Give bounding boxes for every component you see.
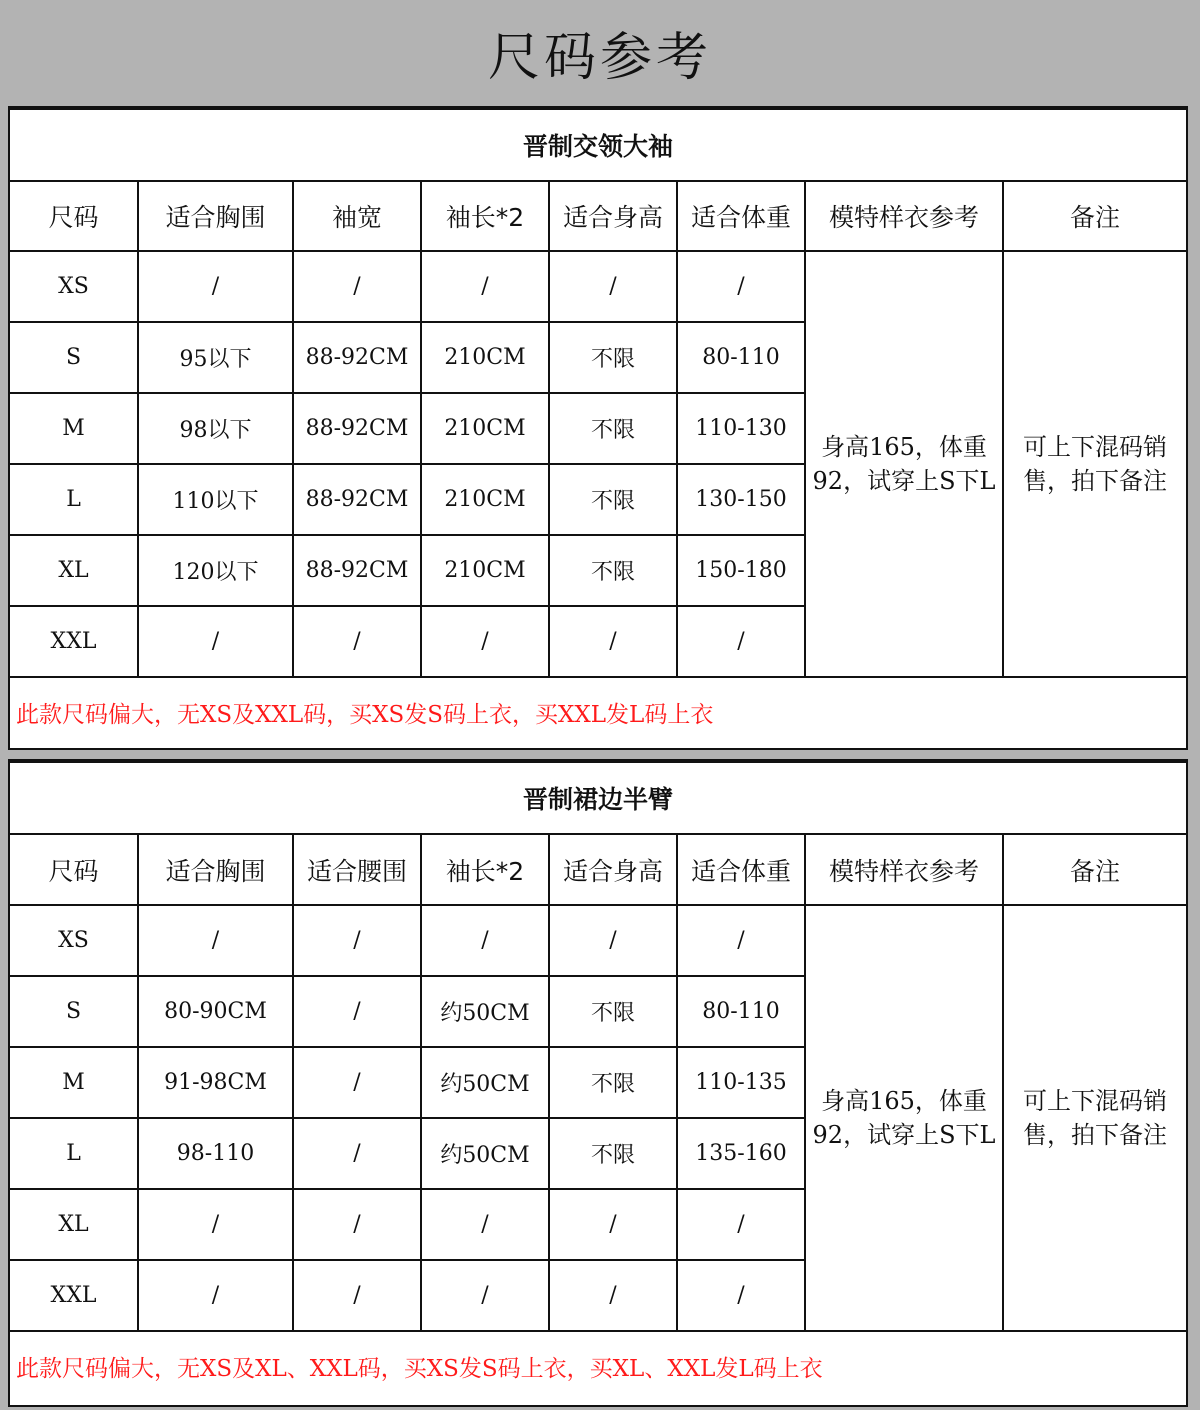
table-cell: 约50CM: [421, 976, 549, 1047]
size-cell: S: [10, 322, 138, 393]
header-row: [10, 181, 1186, 251]
table-cell: /: [677, 1260, 805, 1331]
table-cell: 不限: [549, 976, 677, 1047]
size-cell: L: [10, 464, 138, 535]
table-cell: /: [421, 251, 549, 322]
table-row: [10, 905, 1186, 976]
note-row: [10, 1331, 1186, 1401]
size-table: [10, 108, 1186, 747]
table-cell: 不限: [549, 322, 677, 393]
model-reference: 身高165，体重92，试穿上S下L: [805, 905, 1003, 1331]
table-cell: /: [293, 251, 421, 322]
table-cell: 88-92CM: [293, 464, 421, 535]
table-cell: 210CM: [421, 535, 549, 606]
table-cell: /: [293, 606, 421, 677]
table-cell: 91-98CM: [138, 1047, 293, 1118]
note-row: [10, 677, 1186, 747]
column-header: 备注: [1003, 181, 1186, 251]
table-cell: /: [293, 1260, 421, 1331]
table-title-row: [10, 109, 1186, 181]
table-cell: 135-160: [677, 1118, 805, 1189]
table-cell: /: [549, 1260, 677, 1331]
size-note: 此款尺码偏大，无XS及XL、XXL码，买XS发S码上衣，买XL、XXL发L码上衣: [10, 1331, 1186, 1401]
table-cell: 不限: [549, 535, 677, 606]
table-cell: 130-150: [677, 464, 805, 535]
size-cell: S: [10, 976, 138, 1047]
table-cell: 不限: [549, 393, 677, 464]
table-cell: 约50CM: [421, 1118, 549, 1189]
column-header: 袖长*2: [421, 181, 549, 251]
table-cell: 约50CM: [421, 1047, 549, 1118]
column-header: 适合身高: [549, 181, 677, 251]
column-header: 模特样衣参考: [805, 834, 1003, 905]
table-cell: /: [293, 1118, 421, 1189]
table-cell: 95以下: [138, 322, 293, 393]
table-cell: /: [138, 606, 293, 677]
table-cell: 80-110: [677, 322, 805, 393]
table-title-row: [10, 762, 1186, 834]
column-header: 适合胸围: [138, 834, 293, 905]
size-table: [10, 761, 1186, 1401]
size-cell: M: [10, 1047, 138, 1118]
table-cell: 210CM: [421, 322, 549, 393]
size-cell: XL: [10, 1189, 138, 1260]
table-cell: 80-110: [677, 976, 805, 1047]
table-cell: 98-110: [138, 1118, 293, 1189]
table-row: [10, 251, 1186, 322]
size-note: 此款尺码偏大，无XS及XXL码，买XS发S码上衣，买XXL发L码上衣: [10, 677, 1186, 747]
table-cell: /: [421, 606, 549, 677]
table-cell: 不限: [549, 1047, 677, 1118]
table-title: 晋制裙边半臂: [10, 762, 1186, 834]
column-header: 适合身高: [549, 834, 677, 905]
size-table-panel-1: [8, 106, 1188, 750]
size-cell: XS: [10, 905, 138, 976]
table-title: 晋制交领大袖: [10, 109, 1186, 181]
header-row: [10, 834, 1186, 905]
column-header: 尺码: [10, 834, 138, 905]
size-cell: XS: [10, 251, 138, 322]
table-cell: /: [293, 1189, 421, 1260]
table-cell: 98以下: [138, 393, 293, 464]
size-cell: XXL: [10, 606, 138, 677]
table-cell: 80-90CM: [138, 976, 293, 1047]
size-cell: XL: [10, 535, 138, 606]
remark: 可上下混码销售，拍下备注: [1003, 905, 1186, 1331]
page-title: 尺码参考: [487, 27, 712, 88]
table-cell: /: [677, 251, 805, 322]
table-cell: 210CM: [421, 393, 549, 464]
table-cell: 110-130: [677, 393, 805, 464]
table-cell: /: [138, 905, 293, 976]
table-cell: /: [549, 251, 677, 322]
table-cell: /: [293, 905, 421, 976]
table-cell: /: [421, 1260, 549, 1331]
size-cell: XXL: [10, 1260, 138, 1331]
column-header: 备注: [1003, 834, 1186, 905]
column-header: 适合体重: [677, 181, 805, 251]
table-cell: 110-135: [677, 1047, 805, 1118]
remark: 可上下混码销售，拍下备注: [1003, 251, 1186, 677]
table-cell: 不限: [549, 1118, 677, 1189]
table-cell: 不限: [549, 464, 677, 535]
table-cell: /: [677, 905, 805, 976]
table-cell: /: [421, 905, 549, 976]
model-reference: 身高165，体重92，试穿上S下L: [805, 251, 1003, 677]
table-cell: 150-180: [677, 535, 805, 606]
table-cell: /: [677, 1189, 805, 1260]
table-cell: 88-92CM: [293, 322, 421, 393]
table-cell: 120以下: [138, 535, 293, 606]
column-header: 适合体重: [677, 834, 805, 905]
column-header: 模特样衣参考: [805, 181, 1003, 251]
table-cell: /: [549, 1189, 677, 1260]
table-cell: /: [549, 606, 677, 677]
column-header: 尺码: [10, 181, 138, 251]
table-cell: /: [138, 1260, 293, 1331]
size-cell: M: [10, 393, 138, 464]
table-cell: /: [138, 1189, 293, 1260]
column-header: 袖宽: [293, 181, 421, 251]
table-cell: 88-92CM: [293, 535, 421, 606]
column-header: 袖长*2: [421, 834, 549, 905]
column-header: 适合腰围: [293, 834, 421, 905]
size-cell: L: [10, 1118, 138, 1189]
table-cell: /: [421, 1189, 549, 1260]
table-cell: 210CM: [421, 464, 549, 535]
table-cell: 110以下: [138, 464, 293, 535]
table-cell: /: [293, 976, 421, 1047]
table-cell: 88-92CM: [293, 393, 421, 464]
table-cell: /: [138, 251, 293, 322]
table-cell: /: [549, 905, 677, 976]
table-cell: /: [677, 606, 805, 677]
size-table-panel-2: [8, 759, 1188, 1407]
table-cell: /: [293, 1047, 421, 1118]
column-header: 适合胸围: [138, 181, 293, 251]
